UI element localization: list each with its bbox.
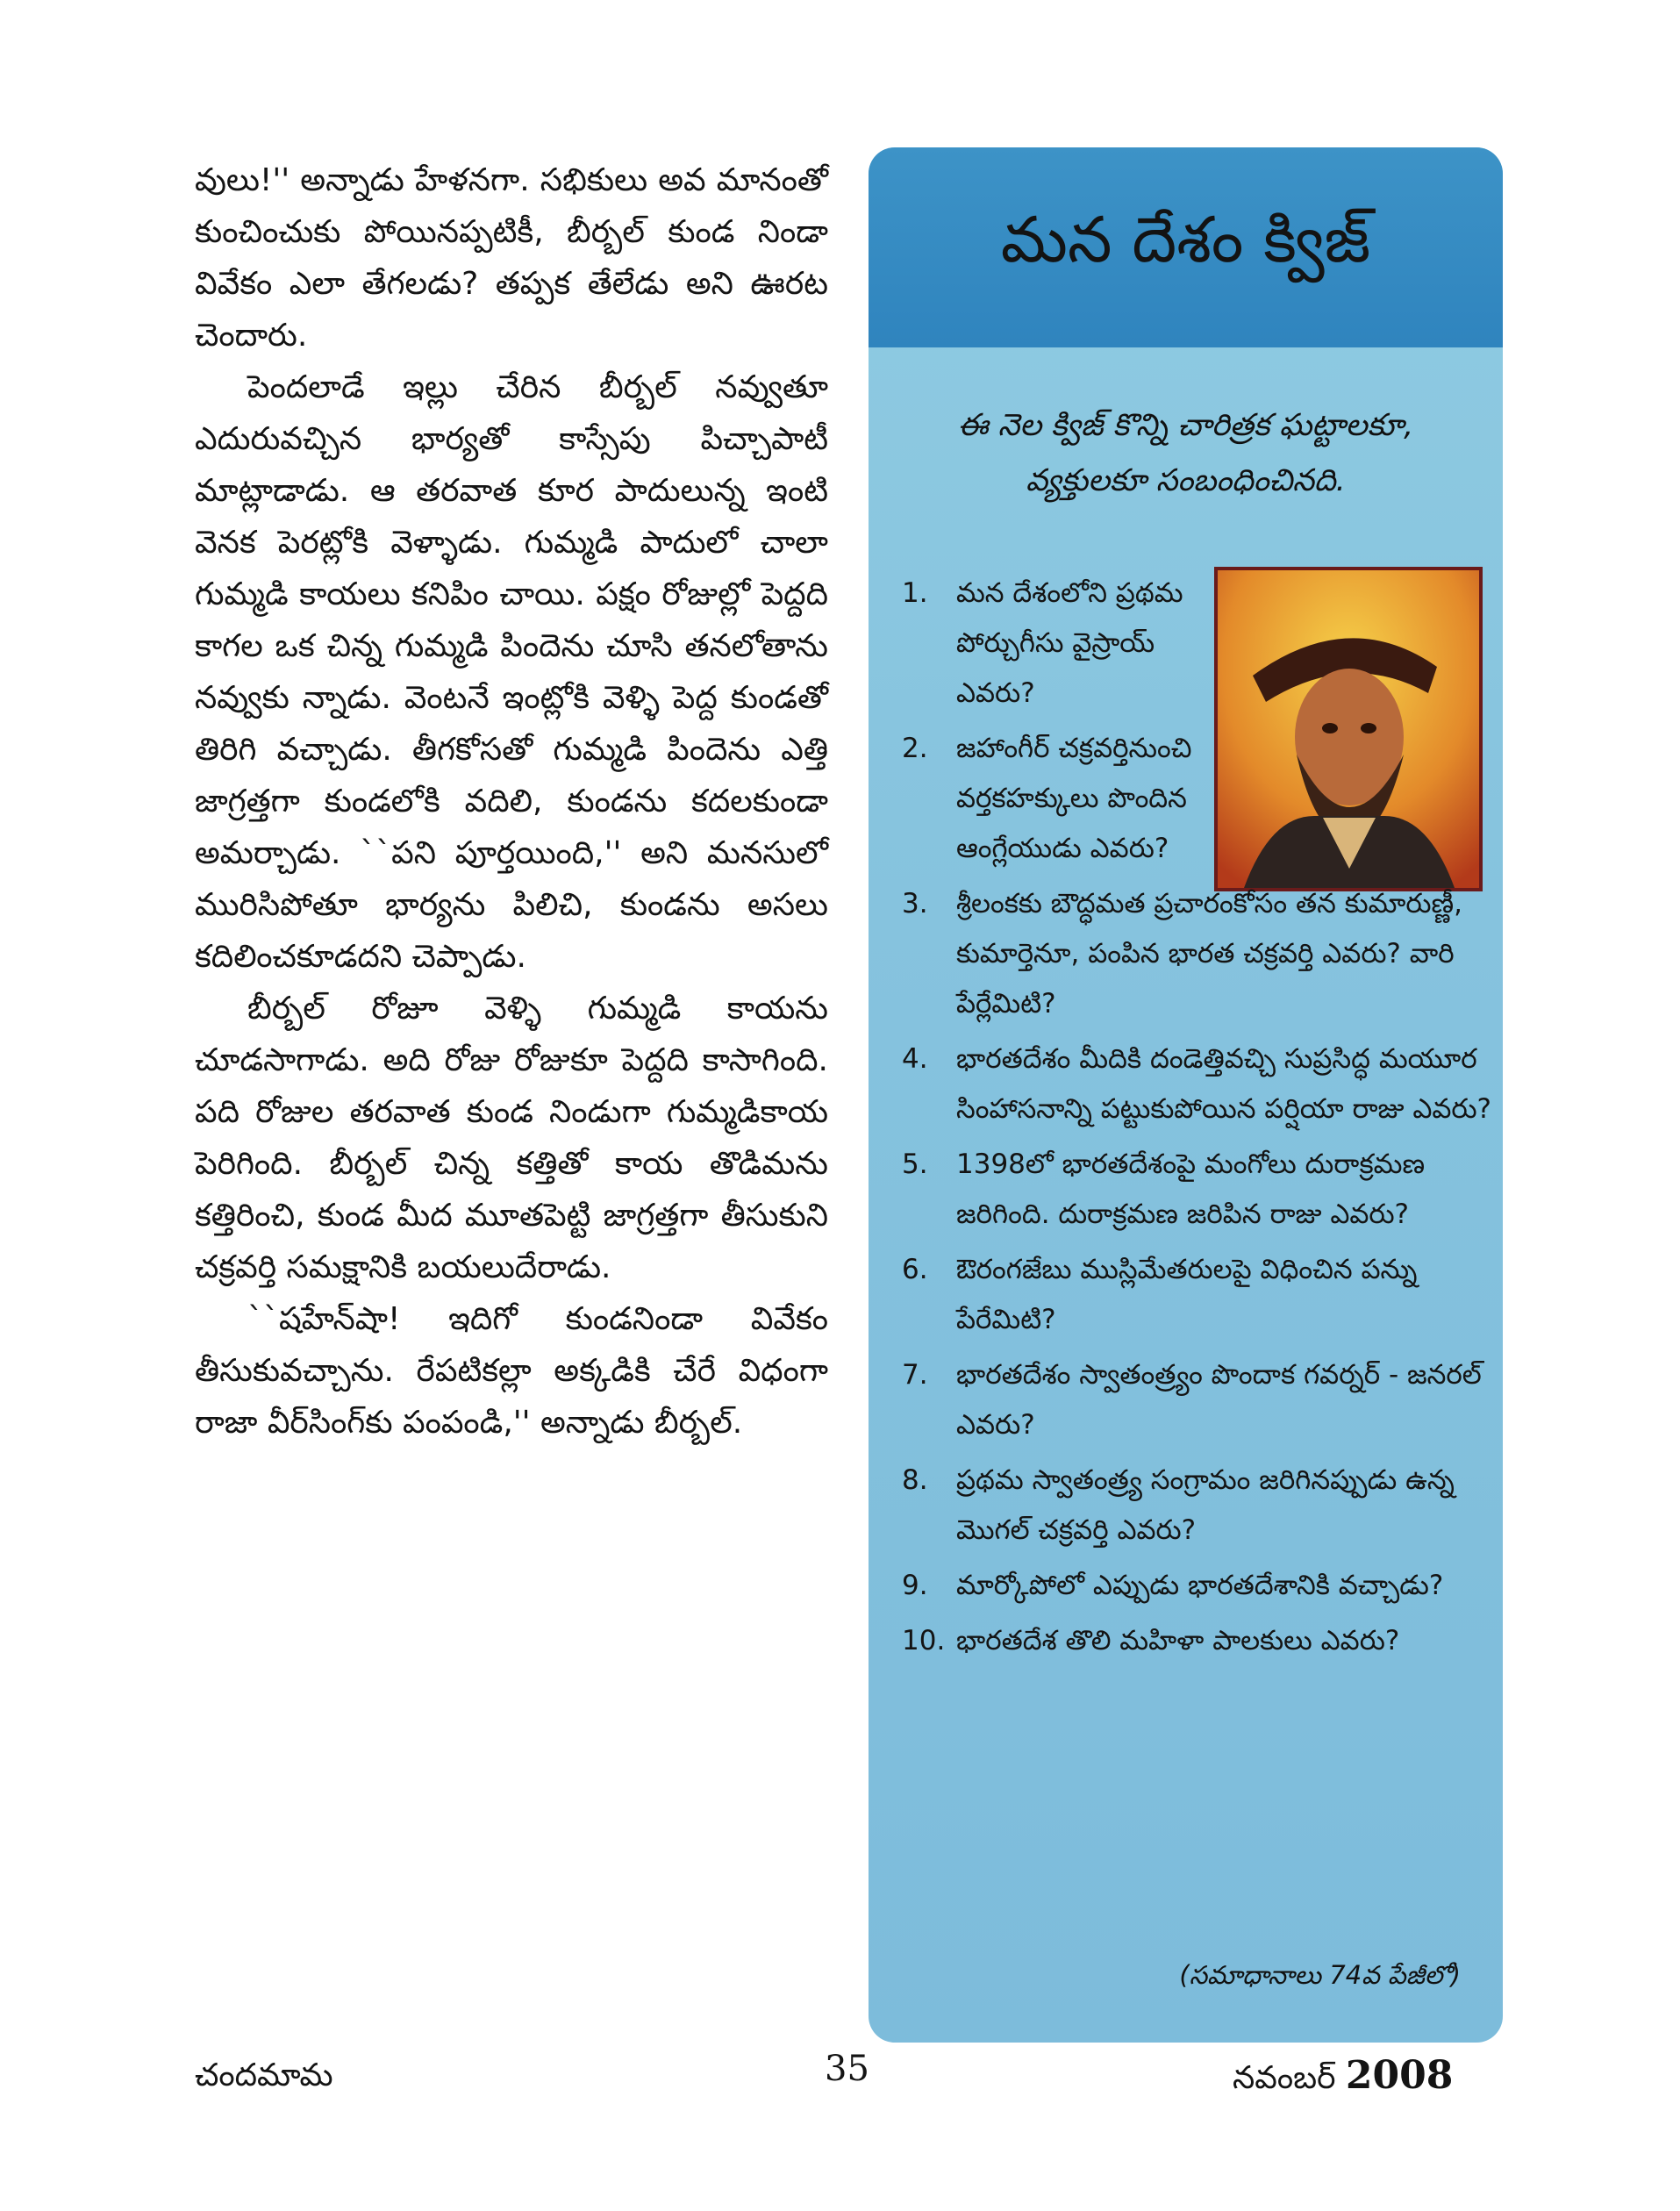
issue-year: 2008 bbox=[1345, 2053, 1454, 2098]
quiz-question bbox=[895, 1245, 1491, 1345]
question-number: 2. bbox=[902, 733, 928, 764]
story-paragraph: వులు!'' అన్నాడు హేళనగా. సభికులు అవ మానంతో కుంచించుకు పోయినప్పటికీ, బీర్బల్ కుండ నిండా వివేకం ఎలా తేగలడు? తప్పక తేలేడు అని ఊరట చెందారు. bbox=[195, 162, 828, 354]
question-text: 1398లో భారతదేశంపై మంగోలు దురాక్రమణ జరిగింది. దురాక్రమణ జరిపిన రాజు ఎవరు? bbox=[956, 1148, 1426, 1230]
quiz-box bbox=[869, 147, 1503, 2043]
quiz-question bbox=[895, 1561, 1491, 1611]
story-paragraph: ``షహేన్‌షా! ఇదిగో కుండనిండా వివేకం తీసుకువచ్చాను. రేపటికల్లా అక్కడికి చేరే విధంగా రాజా వీర్‌సింగ్‌కు పంపండి,'' అన్నాడు బీర్బల్. bbox=[195, 1301, 828, 1441]
question-text: ఔరంగజేబు ముస్లిమేతరులపై విధించిన పన్ను పేరేమిటి? bbox=[956, 1254, 1418, 1335]
question-text: మార్కోపోలో ఎప్పుడు భారతదేశానికి వచ్చాడు? bbox=[956, 1570, 1444, 1601]
quiz-header bbox=[869, 147, 1503, 347]
issue-month: నవంబర్ bbox=[1233, 2060, 1336, 2096]
story-column bbox=[195, 154, 828, 1449]
question-text: భారతదేశం స్వాతంత్ర్యం పొందాక గవర్నర్ - జనరల్ ఎవరు? bbox=[956, 1359, 1482, 1441]
quiz-question bbox=[895, 1456, 1491, 1556]
question-number: 9. bbox=[902, 1570, 928, 1601]
story-paragraph: బీర్బల్ రోజూ వెళ్ళి గుమ్మడి కాయను చూడసాగాడు. అది రోజు రోజుకూ పెద్దది కాసాగింది. పది రోజుల తరవాత కుండ నిండుగా గుమ్మడికాయ పెరిగింది. బీర్బల్ చిన్న కత్తితో కాయ తొడిమను కత్తిరించి, కుండ మీద మూతపెట్టి జాగ్రత్తగా తీసుకుని చక్రవర్తి సమక్షానికి బయలుదేరాడు. bbox=[195, 991, 828, 1285]
question-number: 3. bbox=[902, 888, 928, 919]
question-number: 8. bbox=[902, 1464, 928, 1496]
quiz-question bbox=[895, 569, 1491, 719]
quiz-questions bbox=[895, 569, 1491, 1671]
story-paragraph: పెందలాడే ఇల్లు చేరిన బీర్బల్ నవ్వుతూ ఎదురువచ్చిన భార్యతో కాస్సేపు పిచ్చాపాటీ మాట్లాడాడు. ఆ తరవాత కూర పాదులున్న ఇంటి వెనక పెరట్లోకి వెళ్ళాడు. గుమ్మడి పాదులో చాలా గుమ్మడి కాయలు కనిపిం చాయి. పక్షం రోజుల్లో పెద్దది కాగల ఒక చిన్న గుమ్మడి పిందెను చూసి తనలోతాను నవ్వుకు న్నాడు. వెంటనే ఇంట్లోకి వెళ్ళి పెద్ద కుండతో తిరిగి వచ్చాడు. తీగకోసతో గుమ్మడి పిందెను ఎత్తి జాగ్రత్తగా కుండలోకి వదిలి, కుండను కదలకుండా అమర్చాడు. ``పని పూర్తయింది,'' అని మనసులో మురిసిపోతూ భార్యను పిలిచి, కుండను అసలు కదిలించకూడదని చెప్పాడు. bbox=[195, 369, 828, 975]
quiz-question bbox=[895, 724, 1491, 874]
question-text: మన దేశంలోని ప్రథమ పోర్చుగీసు వైస్రాయ్ ఎవరు? bbox=[956, 577, 1183, 709]
quiz-question bbox=[895, 879, 1491, 1029]
question-number: 5. bbox=[902, 1148, 928, 1180]
question-text: జహాంగీర్ చక్రవర్తినుంచి వర్తకహక్కులు పొందిన ఆంగ్లేయుడు ఎవరు? bbox=[956, 733, 1192, 864]
quiz-question bbox=[895, 1140, 1491, 1240]
quiz-title: మన దేశం క్విజ్ bbox=[1000, 203, 1371, 276]
question-number: 7. bbox=[902, 1359, 928, 1391]
question-number: 6. bbox=[902, 1254, 928, 1285]
question-number: 10. bbox=[902, 1625, 946, 1656]
magazine-name: చందమామ bbox=[195, 2057, 333, 2093]
quiz-intro: ఈ నెల క్విజ్ కొన్ని చారిత్రక ఘట్టాలకూ, వ్యక్తులకూ సంబంధించినది. bbox=[957, 408, 1414, 498]
page-number: 35 bbox=[825, 2049, 869, 2089]
issue-date bbox=[1233, 2053, 1453, 2104]
question-text: ప్రథమ స్వాతంత్ర్య సంగ్రామం జరిగినప్పుడు ఉన్న మొగల్ చక్రవర్తి ఎవరు? bbox=[956, 1464, 1455, 1546]
question-text: భారతదేశం మీదికి దండెత్తివచ్చి సుప్రసిద్ధ మయూర సింహాసనాన్ని పట్టుకుపోయిన పర్షియా రాజు ఎవరు? bbox=[956, 1043, 1491, 1125]
question-text: శ్రీలంకకు బౌద్ధమత ప్రచారంకోసం తన కుమారుణ్ణీ, కుమార్తెనూ, పంపిన భారత చక్రవర్తి ఎవరు? వారి పేర్లేమిటి? bbox=[956, 888, 1462, 1020]
question-number: 4. bbox=[902, 1043, 928, 1075]
question-number: 1. bbox=[902, 577, 928, 609]
quiz-question bbox=[895, 1616, 1491, 1666]
quiz-question bbox=[895, 1034, 1491, 1134]
quiz-question bbox=[895, 1350, 1491, 1450]
answers-note: (సమాధానాలు 74వ పేజీలో) bbox=[1179, 1960, 1461, 1990]
question-text: భారతదేశ తొలి మహిళా పాలకులు ఎవరు? bbox=[956, 1625, 1400, 1656]
